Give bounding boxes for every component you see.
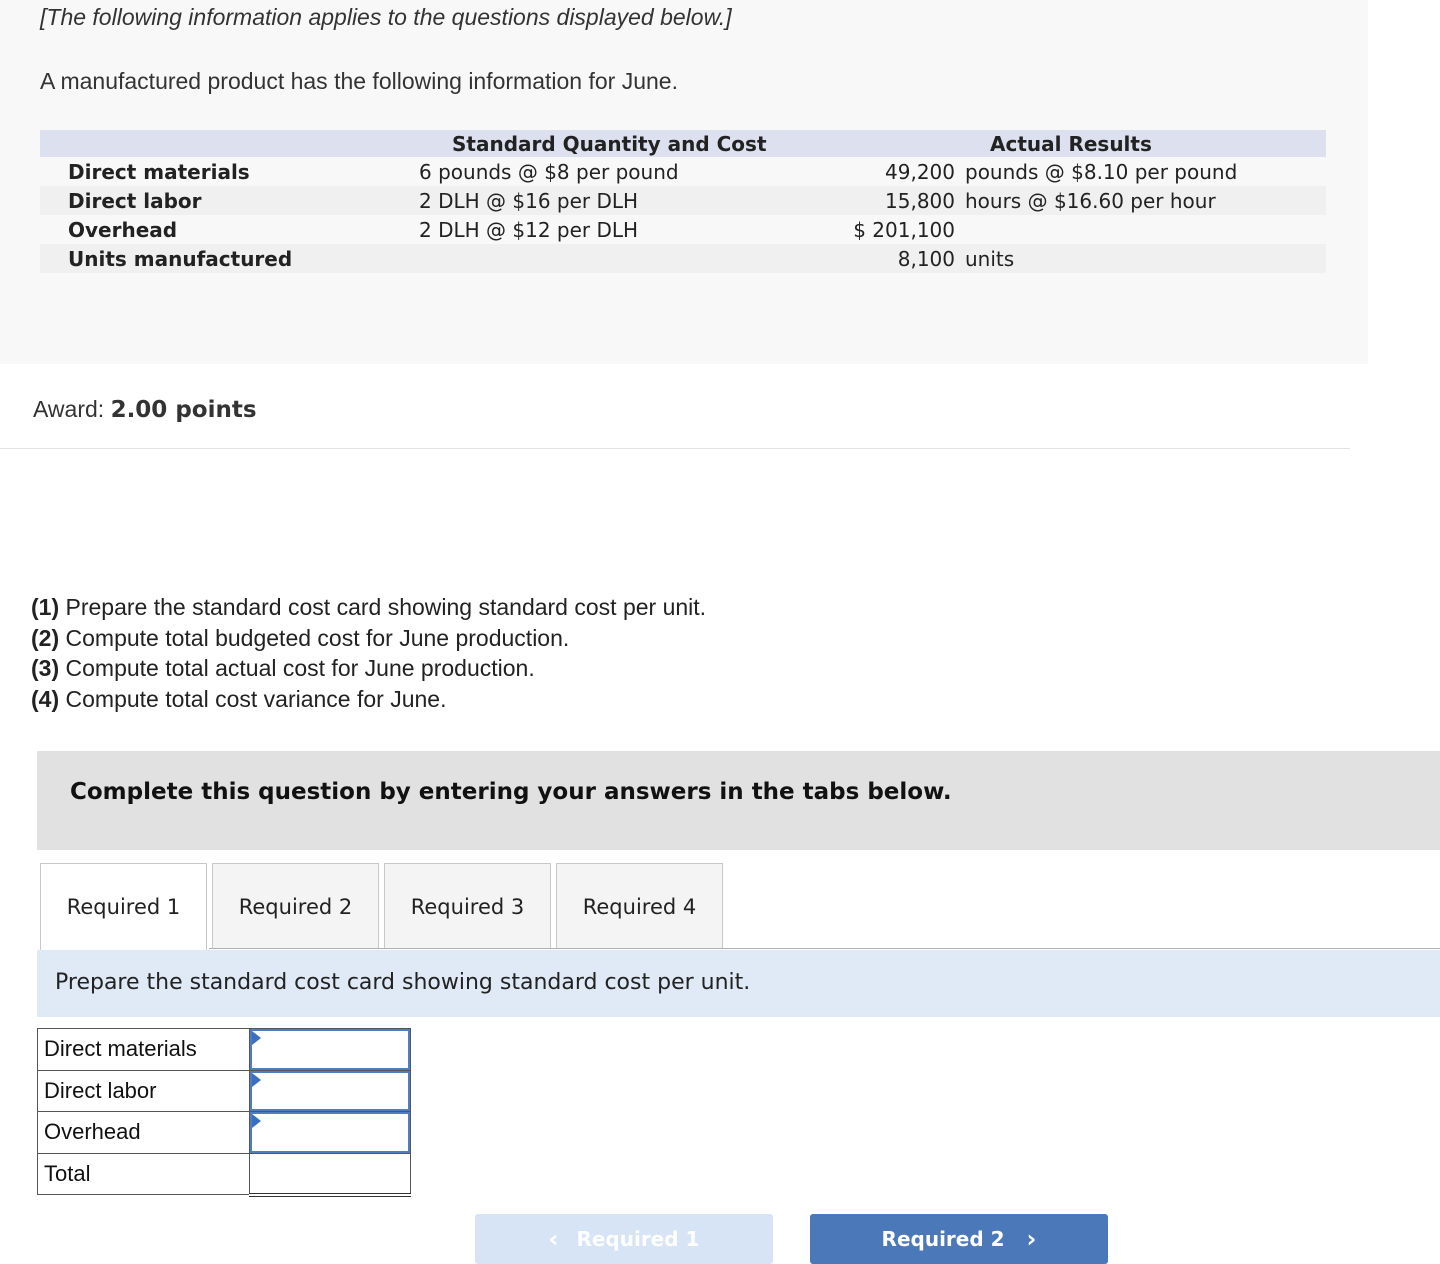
row-actual-unit: hours @ $16.60 per hour (965, 189, 1216, 213)
card-label: Total (38, 1153, 250, 1195)
table-row (38, 1153, 411, 1195)
instructions-box (37, 751, 1440, 850)
tab-required-1[interactable]: Required 1 (40, 863, 207, 950)
card-cell (249, 1070, 410, 1112)
tab-required-3[interactable]: Required 3 (384, 863, 551, 949)
lead-text: A manufactured product has the following information for June. (40, 68, 678, 94)
question-list (31, 592, 706, 714)
award-points (33, 396, 257, 423)
header-actual: Actual Results (990, 132, 1152, 156)
award-value: 2.00 points (110, 397, 257, 423)
prompt-box (37, 950, 1440, 1017)
table-row (40, 157, 1326, 186)
question-text: Compute total budgeted cost for June production. (65, 624, 570, 651)
table-header (40, 130, 1326, 157)
row-actual-qty: 15,800 (885, 189, 955, 213)
question-number: (3) (31, 655, 60, 681)
next-required-button[interactable] (810, 1214, 1108, 1264)
total-value (249, 1153, 410, 1195)
question-number: (2) (31, 624, 60, 651)
flag-icon (252, 1114, 261, 1128)
overhead-input[interactable] (250, 1112, 410, 1153)
question-item (31, 684, 706, 715)
product-info-table (40, 130, 1326, 273)
question-number: (4) (31, 685, 60, 712)
header-standard: Standard Quantity and Cost (452, 132, 767, 156)
row-standard: 2 DLH @ $12 per DLH (419, 218, 639, 242)
card-label: Direct materials (38, 1029, 250, 1071)
chevron-left-icon: ‹ (548, 1225, 559, 1253)
tab-underline (209, 948, 1440, 949)
flag-icon (252, 1031, 261, 1045)
standard-cost-card (37, 1028, 411, 1197)
prompt-text: Prepare the standard cost card showing standard cost per unit. (55, 970, 751, 995)
info-panel (0, 0, 1368, 364)
award-label: Award: (33, 396, 105, 422)
table-row (40, 244, 1326, 273)
question-item (31, 653, 706, 684)
card-cell (249, 1112, 410, 1154)
table-row (38, 1070, 411, 1112)
tab-required-2[interactable]: Required 2 (212, 863, 379, 949)
card-label: Direct labor (38, 1070, 250, 1112)
row-standard: 6 pounds @ $8 per pound (419, 160, 679, 184)
card-label: Overhead (38, 1112, 250, 1154)
row-label: Units manufactured (68, 247, 293, 271)
row-actual-qty: 49,200 (885, 160, 955, 184)
row-actual-unit: units (965, 247, 1015, 271)
chevron-right-icon: › (1026, 1225, 1037, 1253)
tab-required-4[interactable]: Required 4 (556, 863, 723, 949)
next-label: Required 2 (881, 1227, 1005, 1251)
question-text: Compute total actual cost for June production. (65, 655, 535, 681)
row-standard: 2 DLH @ $16 per DLH (419, 189, 639, 213)
question-text: Compute total cost variance for June. (65, 685, 447, 712)
question-item (31, 592, 706, 623)
row-actual-qty: 8,100 (897, 247, 955, 271)
prev-required-button[interactable] (475, 1214, 773, 1264)
table-row (40, 186, 1326, 215)
row-actual-unit: pounds @ $8.10 per pound (965, 160, 1238, 184)
instructions-text: Complete this question by entering your answers in the tabs below. (70, 779, 952, 805)
question-number: (1) (31, 594, 60, 620)
table-row (40, 215, 1326, 244)
row-label: Overhead (68, 218, 178, 242)
table-row (38, 1112, 411, 1154)
prev-label: Required 1 (576, 1227, 700, 1251)
intro-text: [The following information applies to the questions displayed below.] (40, 4, 732, 30)
row-actual-qty: $ 201,100 (853, 218, 955, 242)
direct-labor-input[interactable] (250, 1071, 410, 1112)
question-item (31, 623, 706, 654)
flag-icon (252, 1073, 261, 1087)
divider (0, 448, 1350, 449)
question-text: Prepare the standard cost card showing standard cost per unit. (65, 594, 707, 620)
direct-materials-input[interactable] (250, 1029, 410, 1070)
card-cell (249, 1029, 410, 1071)
row-label: Direct labor (68, 189, 202, 213)
row-label: Direct materials (68, 160, 250, 184)
table-row (38, 1029, 411, 1071)
